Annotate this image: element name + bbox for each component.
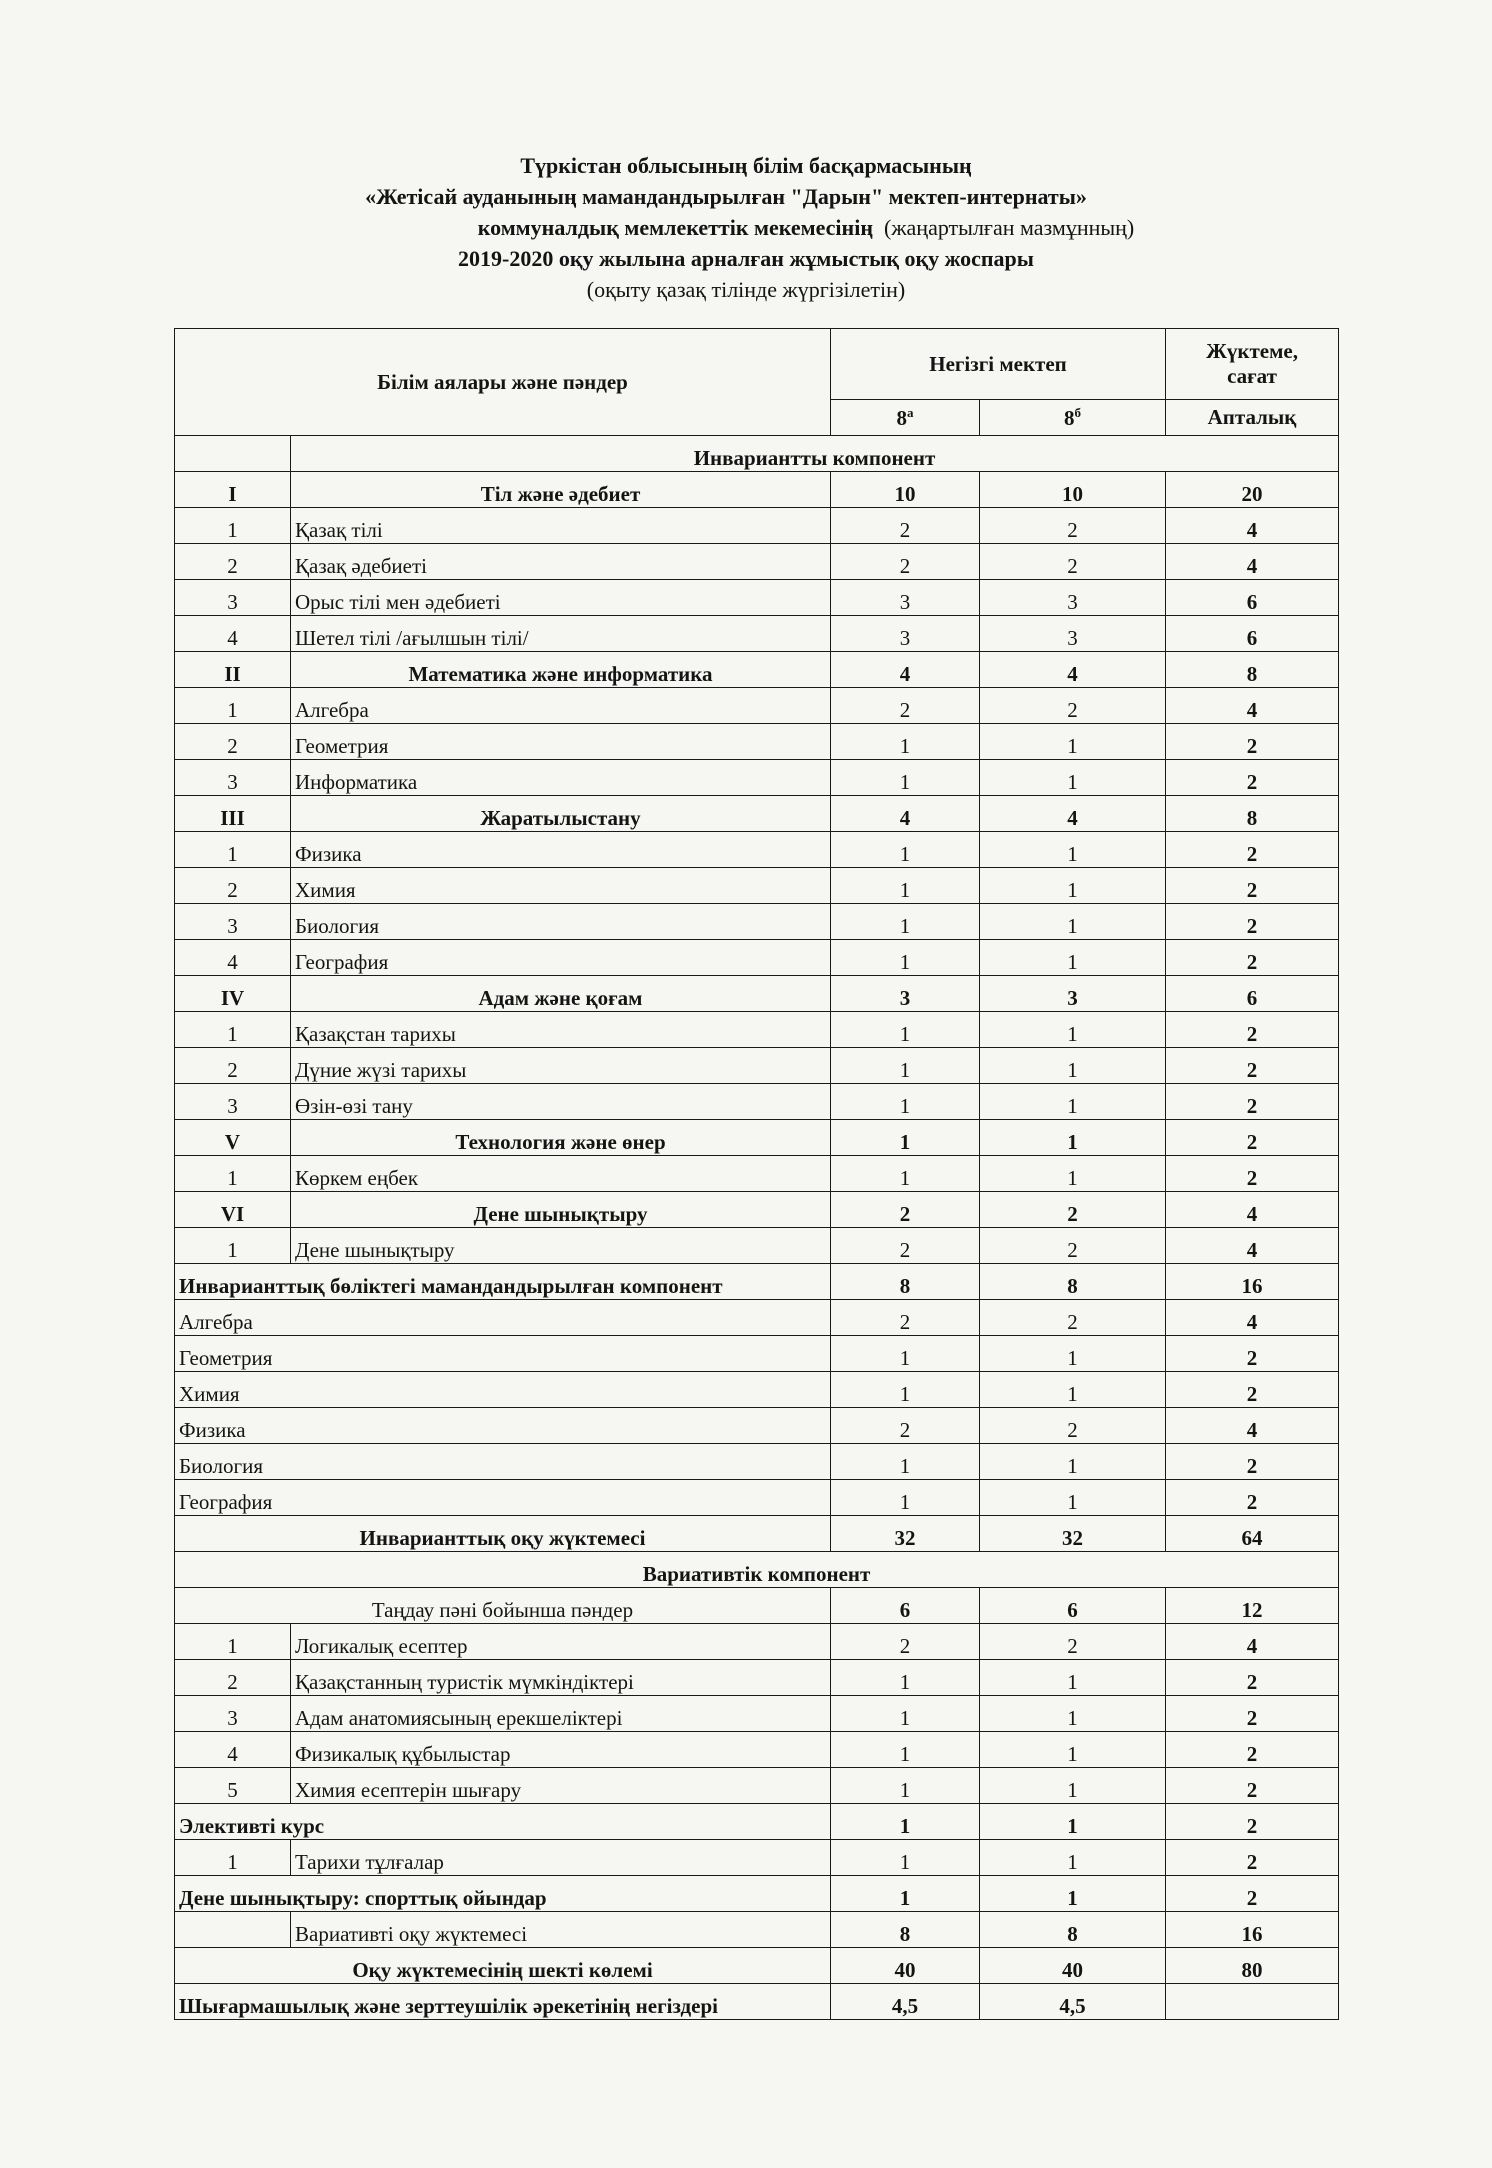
subject-number: 2 (175, 868, 291, 904)
cell-8a: 1 (831, 1696, 980, 1732)
cell-8a: 1 (831, 832, 980, 868)
specialized-subject-name: Биология (175, 1444, 831, 1480)
cell-8b: 4 (980, 796, 1166, 832)
specialized-subject-row (175, 1372, 1339, 1408)
cell-8a: 2 (831, 688, 980, 724)
cell-8b: 1 (980, 1768, 1166, 1804)
cell-8b: 2 (980, 1192, 1166, 1228)
section-blank-cell (175, 436, 291, 472)
class-8b-number: 8 (1064, 405, 1075, 430)
cell-8b: 1 (980, 1840, 1166, 1876)
cell-8b: 10 (980, 472, 1166, 508)
subject-name: География (291, 940, 831, 976)
specialized-subject-row (175, 1408, 1339, 1444)
subject-name: Алгебра (291, 688, 831, 724)
cell-8b: 1 (980, 724, 1166, 760)
cell-8a: 1 (831, 1660, 980, 1696)
cell-8a: 10 (831, 472, 980, 508)
elective-subject-name: Қазақстанның туристік мүмкіндіктері (291, 1660, 831, 1696)
cell-8b: 1 (980, 1876, 1166, 1912)
cell-8a: 2 (831, 1624, 980, 1660)
header-weekly: Апталық (1166, 400, 1339, 436)
cell-8a: 1 (831, 1444, 980, 1480)
cell-8a: 3 (831, 616, 980, 652)
cell-8b: 1 (980, 832, 1166, 868)
subject-number: 1 (175, 1156, 291, 1192)
elective-subject-row (175, 1768, 1339, 1804)
cell-weekly: 2 (1166, 1156, 1339, 1192)
subject-name: Геометрия (291, 724, 831, 760)
area-row (175, 652, 1339, 688)
cell-8a: 1 (831, 1120, 980, 1156)
subject-name: Шетел тілі /ағылшын тілі/ (291, 616, 831, 652)
cell-weekly: 4 (1166, 508, 1339, 544)
subject-name: Биология (291, 904, 831, 940)
cell-8b: 32 (980, 1516, 1166, 1552)
subject-name: Өзін-өзі тану (291, 1084, 831, 1120)
cell-weekly: 2 (1166, 1660, 1339, 1696)
cell-8b: 1 (980, 760, 1166, 796)
class-8a-letter: а (907, 404, 914, 420)
cell-8a: 6 (831, 1588, 980, 1624)
cell-8b: 1 (980, 1156, 1166, 1192)
cell-8a: 1 (831, 760, 980, 796)
subject-name: Дене шынықтыру (291, 1228, 831, 1264)
subject-name: Дүние жүзі тарихы (291, 1048, 831, 1084)
cell-8a: 4,5 (831, 1984, 980, 2020)
cell-weekly: 2 (1166, 1372, 1339, 1408)
area-number: III (175, 796, 291, 832)
class-8a-number: 8 (896, 405, 907, 430)
cell-8b: 1 (980, 904, 1166, 940)
cell-8b: 1 (980, 940, 1166, 976)
header-line-3-main: коммуналдық мемлекеттік мекемесінің (477, 215, 874, 240)
cell-8a: 1 (831, 904, 980, 940)
subject-name: Қазақ тілі (291, 508, 831, 544)
specialized-name: Инварианттық бөліктегі мамандандырылған компонент (175, 1264, 831, 1300)
cell-8b: 1 (980, 1336, 1166, 1372)
cell-8b: 2 (980, 1228, 1166, 1264)
header-subjects: Білім аялары және пәндер (175, 329, 831, 436)
subject-name: Қазақстан тарихы (291, 1012, 831, 1048)
elective-subject-number: 4 (175, 1732, 291, 1768)
curriculum-table (174, 328, 1339, 2020)
cell-weekly: 2 (1166, 832, 1339, 868)
section-invariant-title: Инвариантты компонент (291, 436, 1339, 472)
header-line-2: «Жетісай ауданының мамандандырылған "Дарын" мектеп-интернаты» (365, 184, 1087, 209)
cell-8a: 1 (831, 1840, 980, 1876)
header-load-line-1: Жүктеме, (1206, 339, 1298, 363)
cell-8a: 2 (831, 1228, 980, 1264)
cell-8b: 1 (980, 1444, 1166, 1480)
cell-8a: 1 (831, 1768, 980, 1804)
cell-weekly: 4 (1166, 544, 1339, 580)
elective-subject-row (175, 1660, 1339, 1696)
elective-subjects-row (175, 1588, 1339, 1624)
document-header (0, 150, 1492, 305)
cell-weekly: 2 (1166, 904, 1339, 940)
cell-weekly: 4 (1166, 1300, 1339, 1336)
specialized-subject-name: География (175, 1480, 831, 1516)
elective-subjects-name: Таңдау пәні бойынша пәндер (175, 1588, 831, 1624)
cell-weekly: 2 (1166, 1804, 1339, 1840)
subject-row (175, 544, 1339, 580)
invariant-load-row (175, 1516, 1339, 1552)
cell-weekly: 4 (1166, 1624, 1339, 1660)
subject-row (175, 1228, 1339, 1264)
table-header-row-1 (175, 329, 1339, 400)
cell-weekly: 2 (1166, 1120, 1339, 1156)
cell-weekly (1166, 1984, 1339, 2020)
cell-weekly: 2 (1166, 1480, 1339, 1516)
cell-8a: 8 (831, 1912, 980, 1948)
header-load (1166, 329, 1339, 400)
subject-number: 1 (175, 832, 291, 868)
cell-8a: 1 (831, 1804, 980, 1840)
cell-8a: 1 (831, 1156, 980, 1192)
cell-weekly: 80 (1166, 1948, 1339, 1984)
header-line-3-note: (жаңартылған мазмұнның) (884, 215, 1135, 240)
cell-8b: 2 (980, 1300, 1166, 1336)
area-row (175, 1192, 1339, 1228)
subject-row (175, 1048, 1339, 1084)
cell-8a: 4 (831, 796, 980, 832)
area-row (175, 472, 1339, 508)
cell-8a: 2 (831, 1300, 980, 1336)
subject-number: 4 (175, 940, 291, 976)
area-name: Жаратылыстану (291, 796, 831, 832)
area-row (175, 1120, 1339, 1156)
subject-row (175, 508, 1339, 544)
cell-8a: 1 (831, 1732, 980, 1768)
cell-8a: 1 (831, 1048, 980, 1084)
subject-number: 2 (175, 724, 291, 760)
subject-row (175, 904, 1339, 940)
cell-weekly: 2 (1166, 1084, 1339, 1120)
cell-8a: 2 (831, 1192, 980, 1228)
elective-subject-number: 3 (175, 1696, 291, 1732)
subject-row (175, 1156, 1339, 1192)
subject-number: 2 (175, 1048, 291, 1084)
area-number: IV (175, 976, 291, 1012)
cell-8a: 1 (831, 1480, 980, 1516)
cell-weekly: 2 (1166, 1444, 1339, 1480)
subject-number: 3 (175, 580, 291, 616)
area-row (175, 976, 1339, 1012)
cell-8b: 1 (980, 1012, 1166, 1048)
cell-8a: 1 (831, 724, 980, 760)
section-variative-row (175, 1552, 1339, 1588)
elective-course-item-number: 1 (175, 1840, 291, 1876)
cell-weekly: 12 (1166, 1588, 1339, 1624)
cell-8a: 1 (831, 868, 980, 904)
cell-8a: 1 (831, 1876, 980, 1912)
header-class-8a (831, 400, 980, 436)
cell-8b: 1 (980, 868, 1166, 904)
subject-number: 3 (175, 760, 291, 796)
cell-8a: 32 (831, 1516, 980, 1552)
cell-weekly: 2 (1166, 724, 1339, 760)
cell-weekly: 20 (1166, 472, 1339, 508)
cell-weekly: 4 (1166, 688, 1339, 724)
variative-load-blank (175, 1912, 291, 1948)
elective-subject-row (175, 1732, 1339, 1768)
elective-subject-number: 2 (175, 1660, 291, 1696)
class-8b-letter: б (1074, 404, 1081, 420)
cell-weekly: 8 (1166, 796, 1339, 832)
cell-8b: 2 (980, 508, 1166, 544)
research-row (175, 1984, 1339, 2020)
cell-8a: 1 (831, 940, 980, 976)
subject-number: 3 (175, 1084, 291, 1120)
header-line-3 (120, 212, 1492, 243)
sport-games-name: Дене шынықтыру: спорттық ойындар (175, 1876, 831, 1912)
section-variative-title: Вариативтік компонент (175, 1552, 1339, 1588)
subject-name: Орыс тілі мен әдебиеті (291, 580, 831, 616)
subject-row (175, 688, 1339, 724)
cell-weekly: 2 (1166, 1048, 1339, 1084)
cell-8b: 6 (980, 1588, 1166, 1624)
elective-course-item-name: Тарихи тұлғалар (291, 1840, 831, 1876)
cell-8a: 40 (831, 1948, 980, 1984)
cell-8a: 2 (831, 508, 980, 544)
cell-weekly: 6 (1166, 616, 1339, 652)
header-load-line-2: сағат (1227, 364, 1277, 388)
cell-8a: 4 (831, 652, 980, 688)
specialized-subject-name: Алгебра (175, 1300, 831, 1336)
cell-8a: 1 (831, 1372, 980, 1408)
cell-8b: 2 (980, 688, 1166, 724)
specialized-subject-row (175, 1444, 1339, 1480)
subject-row (175, 616, 1339, 652)
cell-weekly: 8 (1166, 652, 1339, 688)
area-name: Тіл және әдебиет (291, 472, 831, 508)
subject-number: 1 (175, 508, 291, 544)
cell-8a: 1 (831, 1336, 980, 1372)
cell-weekly: 6 (1166, 580, 1339, 616)
header-line-1: Түркістан облысының білім басқармасының (520, 153, 972, 178)
subject-number: 4 (175, 616, 291, 652)
specialized-row (175, 1264, 1339, 1300)
area-name: Технология және өнер (291, 1120, 831, 1156)
cell-weekly: 2 (1166, 1840, 1339, 1876)
cell-weekly: 4 (1166, 1408, 1339, 1444)
subject-name: Химия (291, 868, 831, 904)
area-number: V (175, 1120, 291, 1156)
cell-8a: 3 (831, 580, 980, 616)
elective-course-name: Элективті курс (175, 1804, 831, 1840)
invariant-load-name: Инварианттық оқу жүктемесі (175, 1516, 831, 1552)
subject-number: 1 (175, 1012, 291, 1048)
elective-subject-name: Логикалық есептер (291, 1624, 831, 1660)
cell-8b: 1 (980, 1660, 1166, 1696)
subject-number: 3 (175, 904, 291, 940)
cell-8b: 1 (980, 1732, 1166, 1768)
max-load-name: Оқу жүктемесінің шекті көлемі (175, 1948, 831, 1984)
subject-number: 2 (175, 544, 291, 580)
specialized-subject-name: Химия (175, 1372, 831, 1408)
cell-weekly: 6 (1166, 976, 1339, 1012)
cell-8b: 1 (980, 1084, 1166, 1120)
cell-8b: 2 (980, 1408, 1166, 1444)
subject-name: Қазақ әдебиеті (291, 544, 831, 580)
elective-subject-row (175, 1696, 1339, 1732)
subject-row (175, 832, 1339, 868)
specialized-subject-name: Геометрия (175, 1336, 831, 1372)
cell-weekly: 2 (1166, 868, 1339, 904)
cell-8b: 1 (980, 1048, 1166, 1084)
elective-subject-row (175, 1624, 1339, 1660)
section-invariant-row (175, 436, 1339, 472)
cell-weekly: 2 (1166, 760, 1339, 796)
elective-subject-name: Адам анатомиясының ерекшеліктері (291, 1696, 831, 1732)
subject-row (175, 868, 1339, 904)
subject-row (175, 580, 1339, 616)
area-number: II (175, 652, 291, 688)
cell-weekly: 4 (1166, 1228, 1339, 1264)
cell-8a: 1 (831, 1084, 980, 1120)
sport-games-row (175, 1876, 1339, 1912)
cell-8b: 8 (980, 1912, 1166, 1948)
specialized-subject-name: Физика (175, 1408, 831, 1444)
elective-course-row (175, 1804, 1339, 1840)
area-row (175, 796, 1339, 832)
cell-8b: 2 (980, 1624, 1166, 1660)
specialized-subject-row (175, 1336, 1339, 1372)
header-line-5: (оқыту қазақ тілінде жүргізілетін) (586, 277, 906, 302)
area-number: VI (175, 1192, 291, 1228)
elective-subject-name: Физикалық құбылыстар (291, 1732, 831, 1768)
cell-weekly: 2 (1166, 1768, 1339, 1804)
specialized-subject-row (175, 1300, 1339, 1336)
elective-course-item-row (175, 1840, 1339, 1876)
area-name: Дене шынықтыру (291, 1192, 831, 1228)
cell-8a: 3 (831, 976, 980, 1012)
cell-weekly: 2 (1166, 1336, 1339, 1372)
subject-row (175, 1012, 1339, 1048)
cell-weekly: 2 (1166, 1012, 1339, 1048)
subject-name: Көркем еңбек (291, 1156, 831, 1192)
cell-8b: 1 (980, 1120, 1166, 1156)
elective-subject-number: 5 (175, 1768, 291, 1804)
max-load-row (175, 1948, 1339, 1984)
area-number: I (175, 472, 291, 508)
cell-weekly: 16 (1166, 1264, 1339, 1300)
cell-8b: 4 (980, 652, 1166, 688)
cell-8b: 3 (980, 580, 1166, 616)
subject-row (175, 760, 1339, 796)
cell-weekly: 2 (1166, 1876, 1339, 1912)
variative-load-row (175, 1912, 1339, 1948)
area-name: Математика және информатика (291, 652, 831, 688)
area-name: Адам және қоғам (291, 976, 831, 1012)
cell-weekly: 2 (1166, 1732, 1339, 1768)
cell-8b: 3 (980, 616, 1166, 652)
header-basic-school: Негізгі мектеп (831, 329, 1166, 400)
header-class-8b (980, 400, 1166, 436)
specialized-subject-row (175, 1480, 1339, 1516)
cell-weekly: 16 (1166, 1912, 1339, 1948)
curriculum-table-body (175, 329, 1339, 2020)
cell-8b: 8 (980, 1264, 1166, 1300)
subject-name: Физика (291, 832, 831, 868)
cell-weekly: 2 (1166, 1696, 1339, 1732)
cell-8b: 1 (980, 1480, 1166, 1516)
subject-number: 1 (175, 688, 291, 724)
cell-weekly: 2 (1166, 940, 1339, 976)
cell-8b: 1 (980, 1804, 1166, 1840)
cell-8b: 1 (980, 1696, 1166, 1732)
cell-8b: 4,5 (980, 1984, 1166, 2020)
header-line-4: 2019-2020 оқу жылына арналған жұмыстық оқу жоспары (458, 246, 1034, 271)
cell-8b: 40 (980, 1948, 1166, 1984)
variative-load-name: Вариативті оқу жүктемесі (291, 1912, 831, 1948)
research-name: Шығармашылық және зерттеушілік әрекетінің негіздері (175, 1984, 831, 2020)
cell-8b: 1 (980, 1372, 1166, 1408)
subject-row (175, 1084, 1339, 1120)
elective-subject-name: Химия есептерін шығару (291, 1768, 831, 1804)
cell-8a: 2 (831, 1408, 980, 1444)
elective-subject-number: 1 (175, 1624, 291, 1660)
cell-8b: 2 (980, 544, 1166, 580)
cell-8a: 2 (831, 544, 980, 580)
cell-8a: 8 (831, 1264, 980, 1300)
subject-row (175, 940, 1339, 976)
cell-8b: 3 (980, 976, 1166, 1012)
cell-8a: 1 (831, 1012, 980, 1048)
subject-number: 1 (175, 1228, 291, 1264)
cell-weekly: 64 (1166, 1516, 1339, 1552)
subject-row (175, 724, 1339, 760)
cell-weekly: 4 (1166, 1192, 1339, 1228)
subject-name: Информатика (291, 760, 831, 796)
